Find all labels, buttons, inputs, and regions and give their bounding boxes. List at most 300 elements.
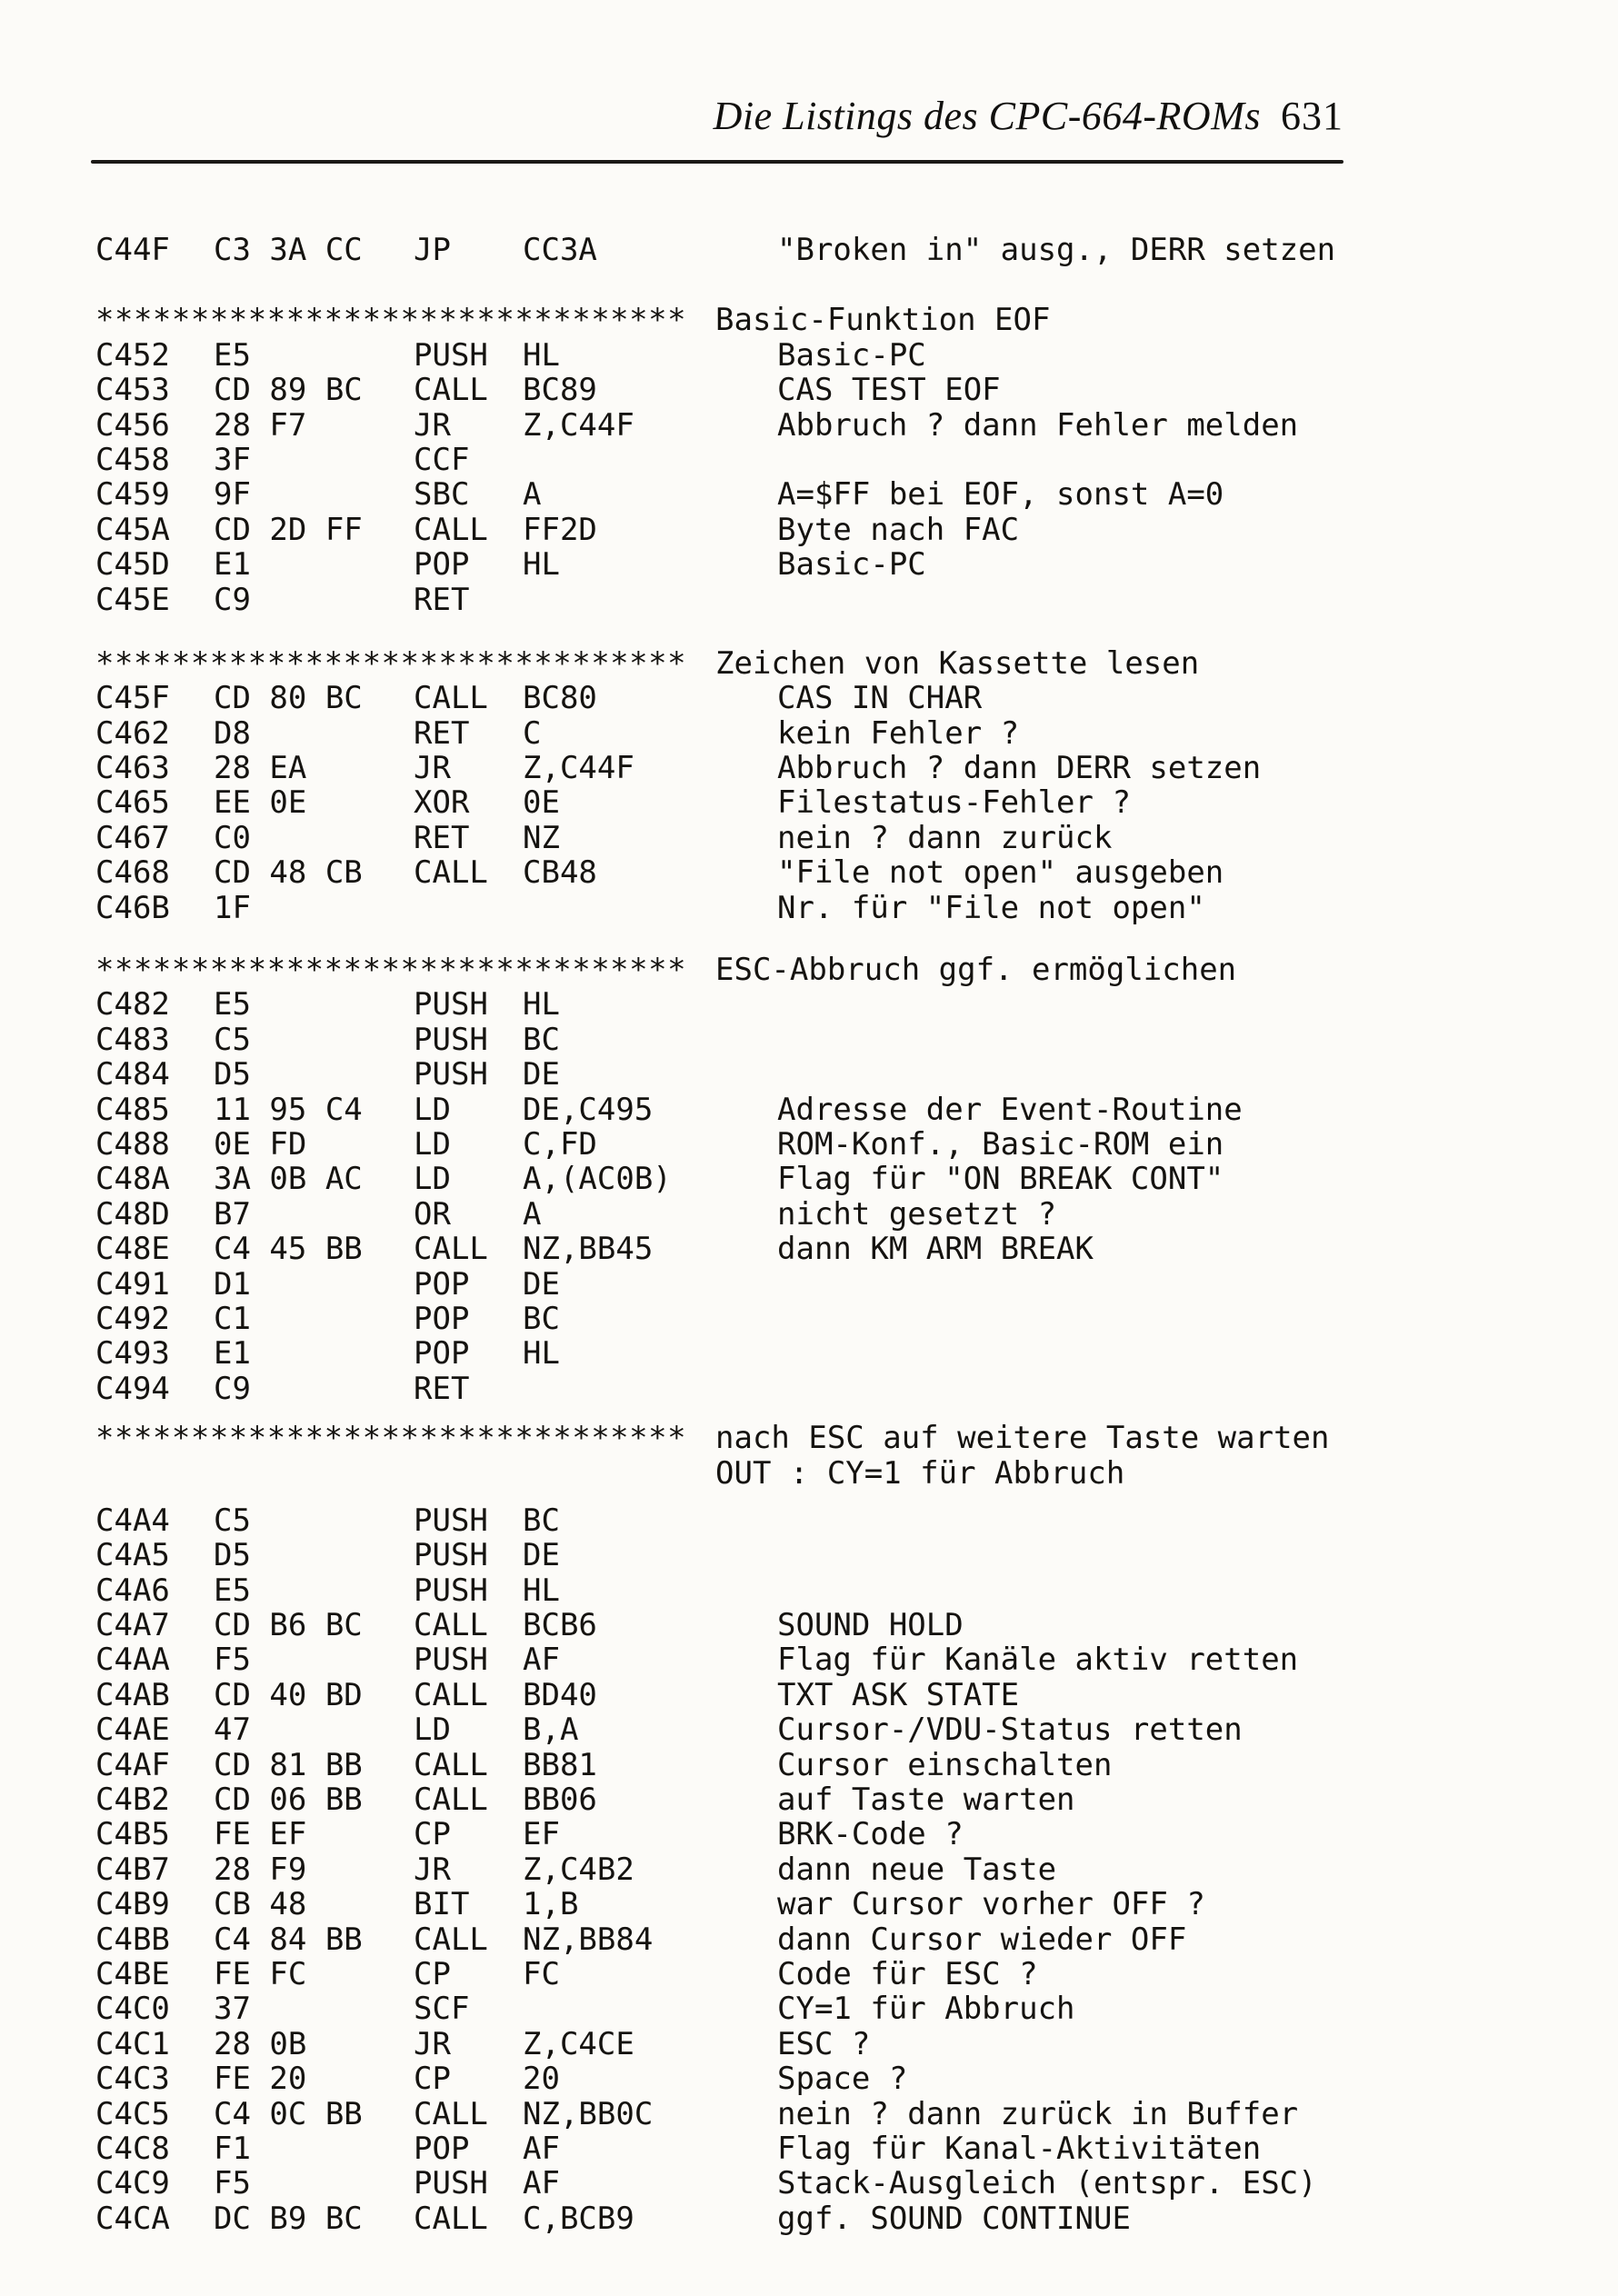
row-address: C485: [95, 1091, 170, 1128]
row-comment: Flag für Kanal-Aktivitäten: [777, 2130, 1262, 2167]
row-address: C4C8: [95, 2130, 170, 2167]
block-rows: [95, 1503, 1368, 2236]
row-operand: BCB6: [523, 1607, 597, 1644]
listing-row: [95, 2097, 1368, 2131]
row-comment: TXT ASK STATE: [777, 1676, 1020, 1713]
row-mnemonic: PUSH: [414, 1021, 488, 1058]
row-bytes: C0: [214, 819, 251, 856]
section-header-line: [95, 1421, 1368, 1455]
row-bytes: FE 20: [214, 2061, 307, 2098]
row-bytes: FE EF: [214, 1816, 307, 1853]
stars-divider: *******************************: [95, 952, 687, 989]
row-mnemonic: CALL: [414, 2095, 488, 2132]
row-address: C493: [95, 1335, 170, 1373]
row-operand: CC3A: [523, 232, 597, 268]
row-mnemonic: LD: [414, 1712, 451, 1749]
row-mnemonic: PUSH: [414, 1572, 488, 1609]
listing-row: [95, 1608, 1368, 1642]
row-comment: auf Taste warten: [777, 1782, 1075, 1819]
row-address: C4B2: [95, 1782, 170, 1819]
row-operand: 20: [523, 2061, 560, 2098]
page-title: Die Listings des CPC-664-ROMs: [713, 94, 1261, 138]
row-address: C45F: [95, 680, 170, 717]
section-header-line: [95, 953, 1368, 987]
row-mnemonic: SCF: [414, 1991, 470, 2028]
listing-row: [95, 716, 1368, 751]
row-mnemonic: CALL: [414, 1676, 488, 1713]
row-bytes: E1: [214, 546, 251, 584]
block-rows: [95, 987, 1368, 1406]
row-address: C4AE: [95, 1712, 170, 1749]
row-operand: FF2D: [523, 511, 597, 548]
row-comment: Byte nach FAC: [777, 511, 1020, 548]
row-address: C462: [95, 714, 170, 752]
row-comment: Abbruch ? dann DERR setzen: [777, 750, 1262, 787]
row-operand: BC: [523, 1502, 560, 1539]
row-mnemonic: JR: [414, 2025, 451, 2062]
row-bytes: CD B6 BC: [214, 1607, 363, 1644]
row-address: C484: [95, 1056, 170, 1093]
row-operand: C: [523, 714, 542, 752]
row-address: C48D: [95, 1195, 170, 1233]
row-mnemonic: CP: [414, 1955, 451, 1992]
row-address: C4C9: [95, 2165, 170, 2202]
listing-row: [95, 443, 1368, 477]
row-bytes: 37: [214, 1991, 251, 2028]
listing-row: [95, 1887, 1368, 1922]
listing-row: [95, 751, 1368, 785]
row-bytes: D5: [214, 1537, 251, 1574]
row-address: C4BB: [95, 1921, 170, 1958]
block-rows: [95, 338, 1368, 617]
row-bytes: E5: [214, 1572, 251, 1609]
row-bytes: F5: [214, 1642, 251, 1679]
row-mnemonic: PUSH: [414, 1502, 488, 1539]
row-address: C456: [95, 406, 170, 444]
row-comment: BRK-Code ?: [777, 1816, 964, 1853]
row-comment: Flag für Kanäle aktiv retten: [777, 1642, 1299, 1679]
row-bytes: 28 EA: [214, 750, 307, 787]
row-bytes: C9: [214, 581, 251, 618]
row-address: C45A: [95, 511, 170, 548]
row-bytes: 47: [214, 1712, 251, 1749]
row-operand: 0E: [523, 784, 560, 822]
row-operand: AF: [523, 2130, 560, 2167]
listing-row: [95, 2131, 1368, 2166]
row-comment: Basic-PC: [777, 546, 926, 584]
row-mnemonic: POP: [414, 546, 470, 584]
row-operand: HL: [523, 1335, 560, 1373]
listing-row: [95, 1023, 1368, 1057]
listing-row: [95, 547, 1368, 582]
row-address: C458: [95, 441, 170, 478]
row-mnemonic: CALL: [414, 1782, 488, 1819]
row-address: C4B7: [95, 1851, 170, 1888]
listing-row: [95, 1922, 1368, 1957]
listing-row: [95, 1992, 1368, 2026]
row-bytes: C3 3A CC: [214, 232, 363, 268]
row-bytes: CD 40 BD: [214, 1676, 363, 1713]
row-bytes: 3A 0B AC: [214, 1161, 363, 1198]
listing-row: [95, 408, 1368, 443]
row-comment: "File not open" ausgeben: [777, 854, 1224, 892]
block-rows: [95, 681, 1368, 925]
row-address: C459: [95, 476, 170, 514]
listing-row: [95, 513, 1368, 547]
row-bytes: CD 89 BC: [214, 372, 363, 409]
listing-row: [95, 338, 1368, 373]
row-address: C465: [95, 784, 170, 822]
listing-row: [95, 1162, 1368, 1196]
row-bytes: DC B9 BC: [214, 2200, 363, 2237]
row-mnemonic: OR: [414, 1195, 451, 1233]
section-title: nach ESC auf weitere Taste warten: [715, 1420, 1330, 1457]
section-header-line: [95, 303, 1368, 337]
row-address: C488: [95, 1125, 170, 1163]
row-operand: DE: [523, 1265, 560, 1303]
row-mnemonic: RET: [414, 1370, 470, 1407]
row-mnemonic: POP: [414, 1300, 470, 1337]
listing-row: [95, 2201, 1368, 2236]
row-comment: dann KM ARM BREAK: [777, 1231, 1094, 1268]
row-mnemonic: CALL: [414, 1921, 488, 1958]
row-mnemonic: XOR: [414, 784, 470, 822]
row-operand: A,(AC0B): [523, 1161, 672, 1198]
row-address: C4A4: [95, 1502, 170, 1539]
listing-row: [95, 1267, 1368, 1302]
row-address: C4AF: [95, 1746, 170, 1783]
row-mnemonic: PUSH: [414, 336, 488, 374]
row-address: C4CA: [95, 2200, 170, 2237]
row-operand: EF: [523, 1816, 560, 1853]
row-bytes: 28 0B: [214, 2025, 307, 2062]
block-rows: [95, 233, 1368, 267]
section-title: Zeichen von Kassette lesen: [715, 644, 1200, 682]
row-address: C48A: [95, 1161, 170, 1198]
row-mnemonic: CALL: [414, 372, 488, 409]
row-comment: SOUND HOLD: [777, 1607, 964, 1644]
row-comment: "Broken in" ausg., DERR setzen: [777, 232, 1336, 268]
listing-row: [95, 1057, 1368, 1092]
stars-divider: *******************************: [95, 644, 687, 682]
row-operand: B,A: [523, 1712, 579, 1749]
row-mnemonic: PUSH: [414, 1056, 488, 1093]
row-mnemonic: PUSH: [414, 1537, 488, 1574]
row-mnemonic: CCF: [414, 441, 470, 478]
row-bytes: E5: [214, 336, 251, 374]
row-operand: HL: [523, 336, 560, 374]
row-comment: A=$FF bei EOF, sonst A=0: [777, 476, 1224, 514]
row-comment: Adresse der Event-Routine: [777, 1091, 1243, 1128]
row-bytes: C5: [214, 1021, 251, 1058]
row-address: C4AA: [95, 1642, 170, 1679]
row-operand: C,BCB9: [523, 2200, 634, 2237]
listing-row: [95, 2061, 1368, 2096]
row-comment: ESC ?: [777, 2025, 871, 2062]
row-mnemonic: RET: [414, 714, 470, 752]
row-mnemonic: CALL: [414, 511, 488, 548]
row-mnemonic: RET: [414, 581, 470, 618]
listing-row: [95, 1503, 1368, 1538]
row-address: C45E: [95, 581, 170, 618]
row-operand: DE: [523, 1537, 560, 1574]
row-mnemonic: JP: [414, 232, 451, 268]
listing: [95, 233, 1368, 2236]
row-bytes: C4 0C BB: [214, 2095, 363, 2132]
row-bytes: F5: [214, 2165, 251, 2202]
row-operand: AF: [523, 1642, 560, 1679]
row-comment: Space ?: [777, 2061, 908, 2098]
row-address: C4C0: [95, 1991, 170, 2028]
listing-block: [95, 1421, 1368, 2236]
row-bytes: C4 45 BB: [214, 1231, 363, 1268]
row-operand: Z,C44F: [523, 750, 634, 787]
row-address: C468: [95, 854, 170, 892]
row-bytes: E1: [214, 1335, 251, 1373]
row-bytes: CD 81 BB: [214, 1746, 363, 1783]
row-mnemonic: CP: [414, 2061, 451, 2098]
row-operand: Z,C4CE: [523, 2025, 634, 2062]
row-comment: kein Fehler ?: [777, 714, 1020, 752]
row-comment: dann neue Taste: [777, 1851, 1057, 1888]
section-header-line: [95, 646, 1368, 681]
listing-block: [95, 953, 1368, 1406]
row-address: C4B5: [95, 1816, 170, 1853]
listing-row: [95, 785, 1368, 820]
row-bytes: EE 0E: [214, 784, 307, 822]
row-comment: nein ? dann zurück in Buffer: [777, 2095, 1299, 2132]
row-operand: HL: [523, 1572, 560, 1609]
row-mnemonic: LD: [414, 1161, 451, 1198]
listing-row: [95, 1336, 1368, 1371]
row-operand: NZ,BB84: [523, 1921, 654, 1958]
listing-row: [95, 1573, 1368, 1608]
row-comment: Nr. für "File not open": [777, 889, 1205, 926]
listing-row: [95, 1957, 1368, 1992]
row-mnemonic: PUSH: [414, 2165, 488, 2202]
listing-row: [95, 1748, 1368, 1782]
row-address: C463: [95, 750, 170, 787]
row-mnemonic: CALL: [414, 1607, 488, 1644]
row-bytes: 1F: [214, 889, 251, 926]
row-comment: CAS TEST EOF: [777, 372, 1001, 409]
row-mnemonic: POP: [414, 1335, 470, 1373]
row-address: C492: [95, 1300, 170, 1337]
row-operand: 1,B: [523, 1886, 579, 1923]
row-mnemonic: BIT: [414, 1886, 470, 1923]
row-bytes: D1: [214, 1265, 251, 1303]
row-comment: ggf. SOUND CONTINUE: [777, 2200, 1131, 2237]
row-address: C4BE: [95, 1955, 170, 1992]
row-comment: Abbruch ? dann Fehler melden: [777, 406, 1299, 444]
row-operand: HL: [523, 546, 560, 584]
row-mnemonic: PUSH: [414, 986, 488, 1023]
row-mnemonic: JR: [414, 1851, 451, 1888]
row-operand: BC80: [523, 680, 597, 717]
stars-divider: *******************************: [95, 1420, 687, 1457]
row-comment: Stack-Ausgleich (entspr. ESC): [777, 2165, 1317, 2202]
row-address: C4AB: [95, 1676, 170, 1713]
row-address: C4C5: [95, 2095, 170, 2132]
listing-row: [95, 373, 1368, 407]
row-bytes: 9F: [214, 476, 251, 514]
row-bytes: C1: [214, 1300, 251, 1337]
row-mnemonic: POP: [414, 2130, 470, 2167]
row-bytes: C4 84 BB: [214, 1921, 363, 1958]
row-mnemonic: CALL: [414, 1231, 488, 1268]
page-number: 631: [1281, 94, 1343, 138]
listing-row: [95, 2027, 1368, 2061]
row-address: C4A5: [95, 1537, 170, 1574]
row-comment: CAS IN CHAR: [777, 680, 983, 717]
listing-row: [95, 583, 1368, 617]
row-bytes: C9: [214, 1370, 251, 1407]
listing-row: [95, 1782, 1368, 1817]
row-operand: DE: [523, 1056, 560, 1093]
listing-block: [95, 646, 1368, 925]
row-mnemonic: JR: [414, 750, 451, 787]
row-address: C48E: [95, 1231, 170, 1268]
row-bytes: CD 80 BC: [214, 680, 363, 717]
stars-divider: *******************************: [95, 302, 687, 339]
row-operand: A: [523, 476, 542, 514]
row-mnemonic: CALL: [414, 2200, 488, 2237]
row-operand: FC: [523, 1955, 560, 1992]
row-bytes: 28 F9: [214, 1851, 307, 1888]
listing-row: [95, 477, 1368, 512]
row-comment: dann Cursor wieder OFF: [777, 1921, 1187, 1958]
listing-row: [95, 855, 1368, 890]
row-comment: Basic-PC: [777, 336, 926, 374]
row-operand: CB48: [523, 854, 597, 892]
row-address: C482: [95, 986, 170, 1023]
row-comment: CY=1 für Abbruch: [777, 1991, 1075, 2028]
listing-row: [95, 987, 1368, 1022]
row-operand: DE,C495: [523, 1091, 654, 1128]
row-bytes: B7: [214, 1195, 251, 1233]
running-head: [714, 93, 1343, 140]
row-address: C46B: [95, 889, 170, 926]
listing-row: [95, 1197, 1368, 1232]
row-mnemonic: CALL: [414, 854, 488, 892]
listing-row: [95, 1817, 1368, 1852]
row-address: C4A7: [95, 1607, 170, 1644]
row-operand: NZ,BB0C: [523, 2095, 654, 2132]
section-title: ESC-Abbruch ggf. ermöglichen: [715, 952, 1237, 989]
row-operand: NZ: [523, 819, 560, 856]
row-comment: ROM-Konf., Basic-ROM ein: [777, 1125, 1224, 1163]
row-operand: HL: [523, 986, 560, 1023]
row-mnemonic: LD: [414, 1125, 451, 1163]
row-address: C491: [95, 1265, 170, 1303]
row-bytes: D8: [214, 714, 251, 752]
row-operand: Z,C44F: [523, 406, 634, 444]
row-bytes: C5: [214, 1502, 251, 1539]
row-address: C4B9: [95, 1886, 170, 1923]
row-mnemonic: SBC: [414, 476, 470, 514]
listing-row: [95, 821, 1368, 855]
listing-row: [95, 681, 1368, 715]
row-operand: BB81: [523, 1746, 597, 1783]
listing-row: [95, 1232, 1368, 1266]
section-title: OUT : CY=1 für Abbruch: [715, 1454, 1125, 1492]
row-address: C452: [95, 336, 170, 374]
row-address: C44F: [95, 232, 170, 268]
row-address: C467: [95, 819, 170, 856]
listing-row: [95, 1127, 1368, 1162]
row-mnemonic: PUSH: [414, 1642, 488, 1679]
listing-row: [95, 233, 1368, 267]
row-bytes: D5: [214, 1056, 251, 1093]
row-operand: C,FD: [523, 1125, 597, 1163]
row-bytes: CB 48: [214, 1886, 307, 1923]
row-operand: Z,C4B2: [523, 1851, 634, 1888]
row-mnemonic: RET: [414, 819, 470, 856]
row-mnemonic: JR: [414, 406, 451, 444]
row-mnemonic: CALL: [414, 1746, 488, 1783]
listing-block: [95, 233, 1368, 267]
listing-row: [95, 1302, 1368, 1336]
row-bytes: 28 F7: [214, 406, 307, 444]
row-address: C4A6: [95, 1572, 170, 1609]
row-bytes: 0E FD: [214, 1125, 307, 1163]
row-mnemonic: CP: [414, 1816, 451, 1853]
listing-row: [95, 1538, 1368, 1572]
row-address: C4C3: [95, 2061, 170, 2098]
row-comment: war Cursor vorher OFF ?: [777, 1886, 1205, 1923]
section-title: Basic-Funktion EOF: [715, 302, 1051, 339]
section-header-line: [95, 1456, 1368, 1491]
row-bytes: F1: [214, 2130, 251, 2167]
row-operand: AF: [523, 2165, 560, 2202]
row-operand: A: [523, 1195, 542, 1233]
row-operand: NZ,BB45: [523, 1231, 654, 1268]
row-operand: BC: [523, 1021, 560, 1058]
row-bytes: 11 95 C4: [214, 1091, 363, 1128]
row-comment: Flag für "ON BREAK CONT": [777, 1161, 1224, 1198]
row-operand: BD40: [523, 1676, 597, 1713]
row-address: C494: [95, 1370, 170, 1407]
listing-row: [95, 1712, 1368, 1747]
row-bytes: CD 48 CB: [214, 854, 363, 892]
row-address: C4C1: [95, 2025, 170, 2062]
row-mnemonic: CALL: [414, 680, 488, 717]
row-bytes: E5: [214, 986, 251, 1023]
listing-row: [95, 1093, 1368, 1127]
row-operand: BC: [523, 1300, 560, 1337]
row-address: C483: [95, 1021, 170, 1058]
listing-row: [95, 1372, 1368, 1406]
row-bytes: FE FC: [214, 1955, 307, 1992]
row-operand: BC89: [523, 372, 597, 409]
listing-row: [95, 2166, 1368, 2201]
row-comment: nein ? dann zurück: [777, 819, 1113, 856]
row-bytes: CD 06 BB: [214, 1782, 363, 1819]
row-operand: BB06: [523, 1782, 597, 1819]
row-comment: Cursor-/VDU-Status retten: [777, 1712, 1243, 1749]
header-rule: [91, 160, 1343, 164]
row-bytes: 3F: [214, 441, 251, 478]
listing-row: [95, 1678, 1368, 1712]
listing-row: [95, 1852, 1368, 1887]
row-mnemonic: LD: [414, 1091, 451, 1128]
row-comment: nicht gesetzt ?: [777, 1195, 1057, 1233]
listing-row: [95, 891, 1368, 925]
row-address: C453: [95, 372, 170, 409]
row-comment: Code für ESC ?: [777, 1955, 1038, 1992]
listing-row: [95, 1642, 1368, 1677]
listing-block: [95, 303, 1368, 617]
